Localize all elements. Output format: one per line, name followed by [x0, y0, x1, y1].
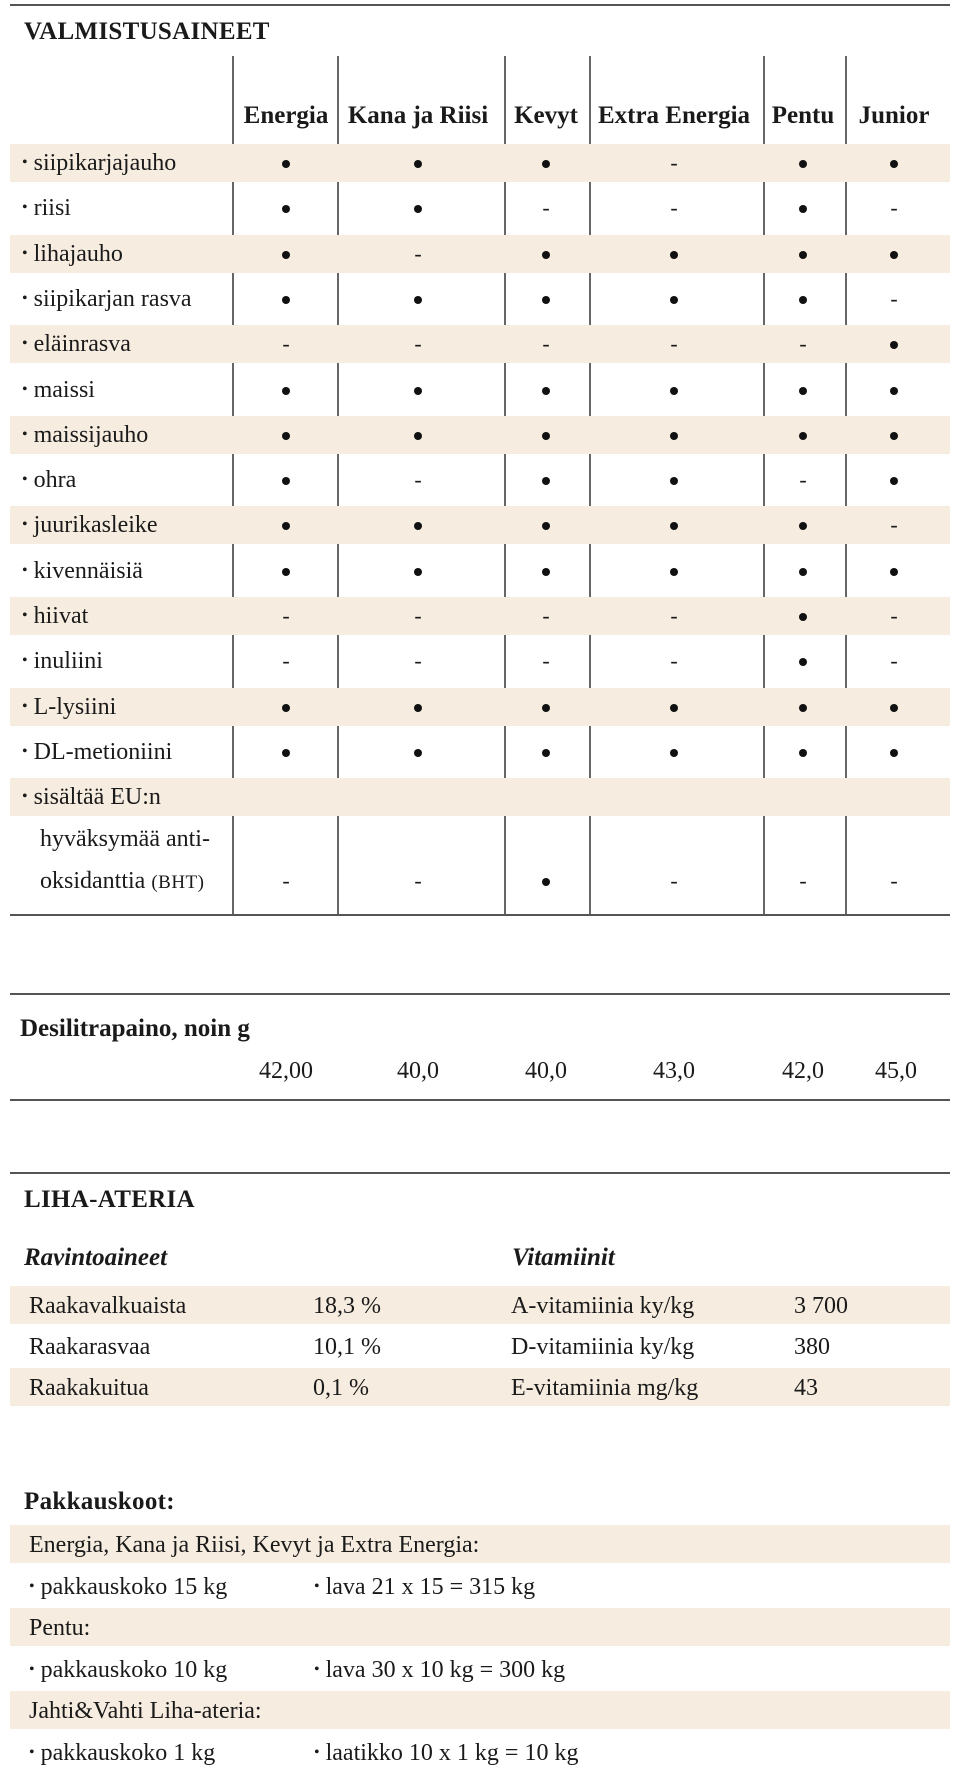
desilitra-value: 42,0 — [782, 1058, 824, 1084]
bullet: • — [314, 1577, 320, 1595]
ingredient-name — [22, 694, 116, 721]
not-included-dash: - — [414, 331, 422, 357]
bullet: • — [22, 697, 28, 715]
included-dot — [408, 286, 428, 304]
package-size-label: pakkauskoko 10 kg — [40, 1656, 228, 1683]
nutrient-value: 10,1 % — [313, 1334, 381, 1360]
nutrient-row — [10, 1327, 950, 1365]
included-dot — [408, 512, 428, 530]
packaging-title: Pakkauskoot: — [24, 1488, 175, 1515]
not-included-dash: - — [542, 331, 550, 357]
ingredient-name — [22, 558, 143, 585]
included-dot — [664, 512, 684, 530]
ingredient-name — [22, 377, 95, 404]
included-dot — [276, 150, 296, 168]
included-dot — [276, 558, 296, 576]
included-dot — [884, 694, 904, 712]
bht-abbreviation: (BHT) — [151, 872, 205, 894]
package-size-label: pakkauskoko 1 kg — [40, 1739, 216, 1766]
included-dot — [664, 558, 684, 576]
ingredient-name — [22, 331, 131, 358]
ingredient-label: siipikarjan rasva — [33, 285, 192, 312]
included-dot — [408, 422, 428, 440]
bullet: • — [22, 199, 28, 217]
ingredient-label: ohra — [33, 467, 77, 494]
ingredient-name — [22, 467, 76, 494]
desilitra-value: 40,0 — [397, 1058, 439, 1084]
included-dot — [536, 558, 556, 576]
included-dot — [276, 467, 296, 485]
packaging-group-label: Pentu: — [29, 1615, 91, 1641]
ingredient-name — [22, 784, 161, 811]
bullet: • — [22, 425, 28, 443]
nutrient-name: Raakakuitua — [29, 1375, 149, 1401]
not-included-dash: - — [282, 648, 290, 674]
packaging-detail-row — [10, 1650, 950, 1688]
bullet: • — [22, 154, 28, 171]
not-included-dash: - — [414, 603, 422, 628]
included-dot — [884, 331, 904, 349]
ingredients-bottom-rule — [10, 914, 950, 916]
included-dot — [276, 286, 296, 304]
column-header-energia: Energia — [243, 102, 329, 129]
desilitra-value: 40,0 — [525, 1058, 567, 1084]
desilitra-value: 42,00 — [259, 1058, 313, 1084]
included-dot — [793, 512, 813, 530]
packaging-group-label: Energia, Kana ja Riisi, Kevyt ja Extra Energia: — [29, 1532, 480, 1558]
bullet: • — [29, 1660, 35, 1678]
ingredient-label-line: hyväksymää anti- — [40, 826, 210, 853]
nutrient-value: 18,3 % — [313, 1293, 381, 1319]
vitamin-name: E-vitamiinia mg/kg — [511, 1375, 699, 1401]
bullet: • — [29, 1743, 35, 1761]
ingredient-name — [22, 195, 71, 222]
included-dot — [884, 150, 904, 168]
nutrient-name: Raakarasvaa — [29, 1334, 151, 1360]
included-dot — [408, 739, 428, 757]
included-dot — [664, 694, 684, 712]
not-included-dash: - — [670, 150, 678, 175]
included-dot — [664, 286, 684, 304]
not-included-dash: - — [670, 603, 678, 628]
not-included-dash: - — [890, 868, 898, 894]
bullet: • — [22, 289, 28, 307]
not-included-dash: - — [670, 648, 678, 674]
not-included-dash: - — [799, 868, 807, 894]
bullet: • — [22, 607, 28, 624]
included-dot — [276, 512, 296, 530]
bullet: • — [22, 244, 28, 262]
pallet-size-label: laatikko 10 x 1 kg = 10 kg — [325, 1739, 579, 1766]
not-included-dash: - — [890, 285, 898, 311]
included-dot — [408, 195, 428, 213]
ingredient-label: hiivat — [33, 603, 89, 629]
included-dot — [884, 422, 904, 440]
not-included-dash: - — [799, 467, 807, 493]
ingredient-label: sisältää EU:n — [33, 784, 161, 811]
nutrients-heading: Ravintoaineet — [24, 1244, 168, 1271]
ingredient-name — [22, 603, 88, 630]
included-dot — [536, 241, 556, 259]
pallet-size — [314, 1657, 565, 1684]
nutrient-row — [10, 1368, 950, 1406]
pallet-size — [314, 1574, 535, 1601]
included-dot — [793, 241, 813, 259]
included-dot — [536, 286, 556, 304]
not-included-dash: - — [414, 467, 422, 493]
ingredient-label: kivennäisiä — [33, 557, 143, 584]
included-dot — [793, 739, 813, 757]
included-dot — [276, 739, 296, 757]
included-dot — [884, 558, 904, 576]
ingredient-name — [22, 150, 176, 177]
not-included-dash: - — [542, 603, 550, 628]
not-included-dash: - — [414, 868, 422, 894]
included-dot — [793, 422, 813, 440]
included-dot — [276, 377, 296, 395]
included-dot — [536, 868, 556, 886]
not-included-dash: - — [670, 868, 678, 894]
not-included-dash: - — [542, 648, 550, 674]
not-included-dash: - — [890, 648, 898, 674]
desilitra-value: 45,0 — [875, 1058, 917, 1084]
ingredient-name — [22, 739, 172, 766]
bullet: • — [22, 788, 28, 806]
bullet: • — [314, 1743, 320, 1761]
bullet: • — [22, 380, 28, 398]
included-dot — [793, 694, 813, 712]
packaging-group-label: Jahti&Vahti Liha-ateria: — [29, 1698, 262, 1724]
nutrient-value: 0,1 % — [313, 1375, 369, 1401]
included-dot — [664, 739, 684, 757]
ingredients-title: VALMISTUSAINEET — [24, 18, 270, 45]
ingredient-label: siipikarjajauho — [33, 150, 177, 176]
included-dot — [884, 241, 904, 259]
ingredient-label: DL-metioniini — [33, 738, 173, 765]
not-included-dash: - — [670, 195, 678, 221]
included-dot — [664, 422, 684, 440]
packaging-detail-row — [10, 1567, 950, 1605]
column-header-junior: Junior — [858, 102, 930, 129]
ingredient-label-line — [40, 868, 204, 895]
included-dot — [276, 241, 296, 259]
column-header-kevyt: Kevyt — [514, 102, 578, 129]
vitamin-name: D-vitamiinia ky/kg — [511, 1334, 695, 1360]
package-size — [29, 1740, 215, 1767]
packaging-group-heading — [10, 1525, 950, 1563]
desilitra-bottom-rule — [10, 1099, 950, 1101]
included-dot — [408, 694, 428, 712]
ingredient-label: eläinrasva — [33, 331, 131, 358]
included-dot — [793, 377, 813, 395]
included-dot — [664, 241, 684, 259]
bullet: • — [22, 561, 28, 579]
included-dot — [408, 377, 428, 395]
included-dot — [536, 739, 556, 757]
pallet-size — [314, 1740, 578, 1767]
included-dot — [793, 648, 813, 666]
packaging-group-heading — [10, 1691, 950, 1729]
included-dot — [793, 286, 813, 304]
ingredient-name — [22, 241, 123, 268]
ingredient-name — [22, 648, 103, 675]
bullet: • — [314, 1660, 320, 1678]
package-size — [29, 1574, 227, 1601]
bullet: • — [22, 652, 28, 670]
packaging-detail-row — [10, 1733, 950, 1771]
not-included-dash: - — [890, 603, 898, 628]
desilitra-top-rule — [10, 993, 950, 995]
ingredient-label: oksidanttia — [40, 868, 152, 895]
column-header-pentu: Pentu — [771, 102, 835, 129]
desilitra-value: 43,0 — [653, 1058, 695, 1084]
included-dot — [408, 558, 428, 576]
included-dot — [793, 603, 813, 621]
vitamin-value: 3 700 — [794, 1293, 848, 1319]
pallet-size-label: lava 21 x 15 = 315 kg — [325, 1573, 536, 1600]
vitamins-heading: Vitamiinit — [512, 1244, 615, 1271]
included-dot — [536, 422, 556, 440]
ingredient-label: inuliini — [33, 648, 103, 675]
included-dot — [536, 150, 556, 168]
included-dot — [536, 377, 556, 395]
not-included-dash: - — [890, 512, 898, 538]
included-dot — [793, 150, 813, 168]
included-dot — [664, 377, 684, 395]
included-dot — [793, 195, 813, 213]
bullet: • — [22, 335, 28, 353]
not-included-dash: - — [414, 240, 422, 266]
included-dot — [884, 467, 904, 485]
packaging-group-heading — [10, 1608, 950, 1646]
included-dot — [664, 467, 684, 485]
not-included-dash: - — [670, 331, 678, 357]
included-dot — [276, 195, 296, 213]
bullet: • — [22, 516, 28, 534]
included-dot — [884, 739, 904, 757]
ingredient-label: lihajauho — [33, 240, 123, 267]
not-included-dash: - — [282, 331, 290, 357]
included-dot — [536, 512, 556, 530]
not-included-dash: - — [414, 648, 422, 674]
ingredient-label: L-lysiini — [33, 693, 117, 720]
vitamin-value: 380 — [794, 1334, 830, 1360]
ingredient-label: riisi — [33, 195, 71, 222]
desilitra-label: Desilitrapaino, noin g — [20, 1015, 250, 1042]
included-dot — [408, 150, 428, 168]
liha-ateria-title: LIHA-ATERIA — [24, 1186, 195, 1213]
included-dot — [793, 558, 813, 576]
bullet: • — [22, 471, 28, 489]
package-size-label: pakkauskoko 15 kg — [40, 1573, 228, 1600]
vitamin-value: 43 — [794, 1375, 818, 1401]
ingredient-label: juurikasleike — [33, 512, 158, 539]
ingredient-name — [22, 512, 158, 539]
included-dot — [276, 694, 296, 712]
liha-top-rule — [10, 1172, 950, 1174]
column-header-extra-energia: Extra Energia — [597, 102, 751, 129]
bullet: • — [22, 742, 28, 760]
top-rule — [10, 4, 950, 6]
included-dot — [276, 422, 296, 440]
ingredient-label: maissijauho — [33, 421, 149, 448]
pallet-size-label: lava 30 x 10 kg = 300 kg — [325, 1656, 566, 1683]
nutrient-row — [10, 1286, 950, 1324]
nutrient-name: Raakavalkuaista — [29, 1293, 187, 1319]
ingredient-label: maissi — [33, 376, 95, 403]
bullet: • — [29, 1577, 35, 1595]
column-header-kana-ja-riisi: Kana ja Riisi — [347, 102, 489, 129]
not-included-dash: - — [799, 331, 807, 357]
not-included-dash: - — [890, 195, 898, 221]
not-included-dash: - — [282, 603, 290, 628]
included-dot — [536, 694, 556, 712]
included-dot — [536, 467, 556, 485]
package-size — [29, 1657, 227, 1684]
included-dot — [884, 377, 904, 395]
vitamin-name: A-vitamiinia ky/kg — [511, 1293, 695, 1319]
ingredient-name — [22, 286, 192, 313]
not-included-dash: - — [282, 868, 290, 894]
not-included-dash: - — [542, 195, 550, 221]
ingredient-name — [22, 422, 148, 449]
